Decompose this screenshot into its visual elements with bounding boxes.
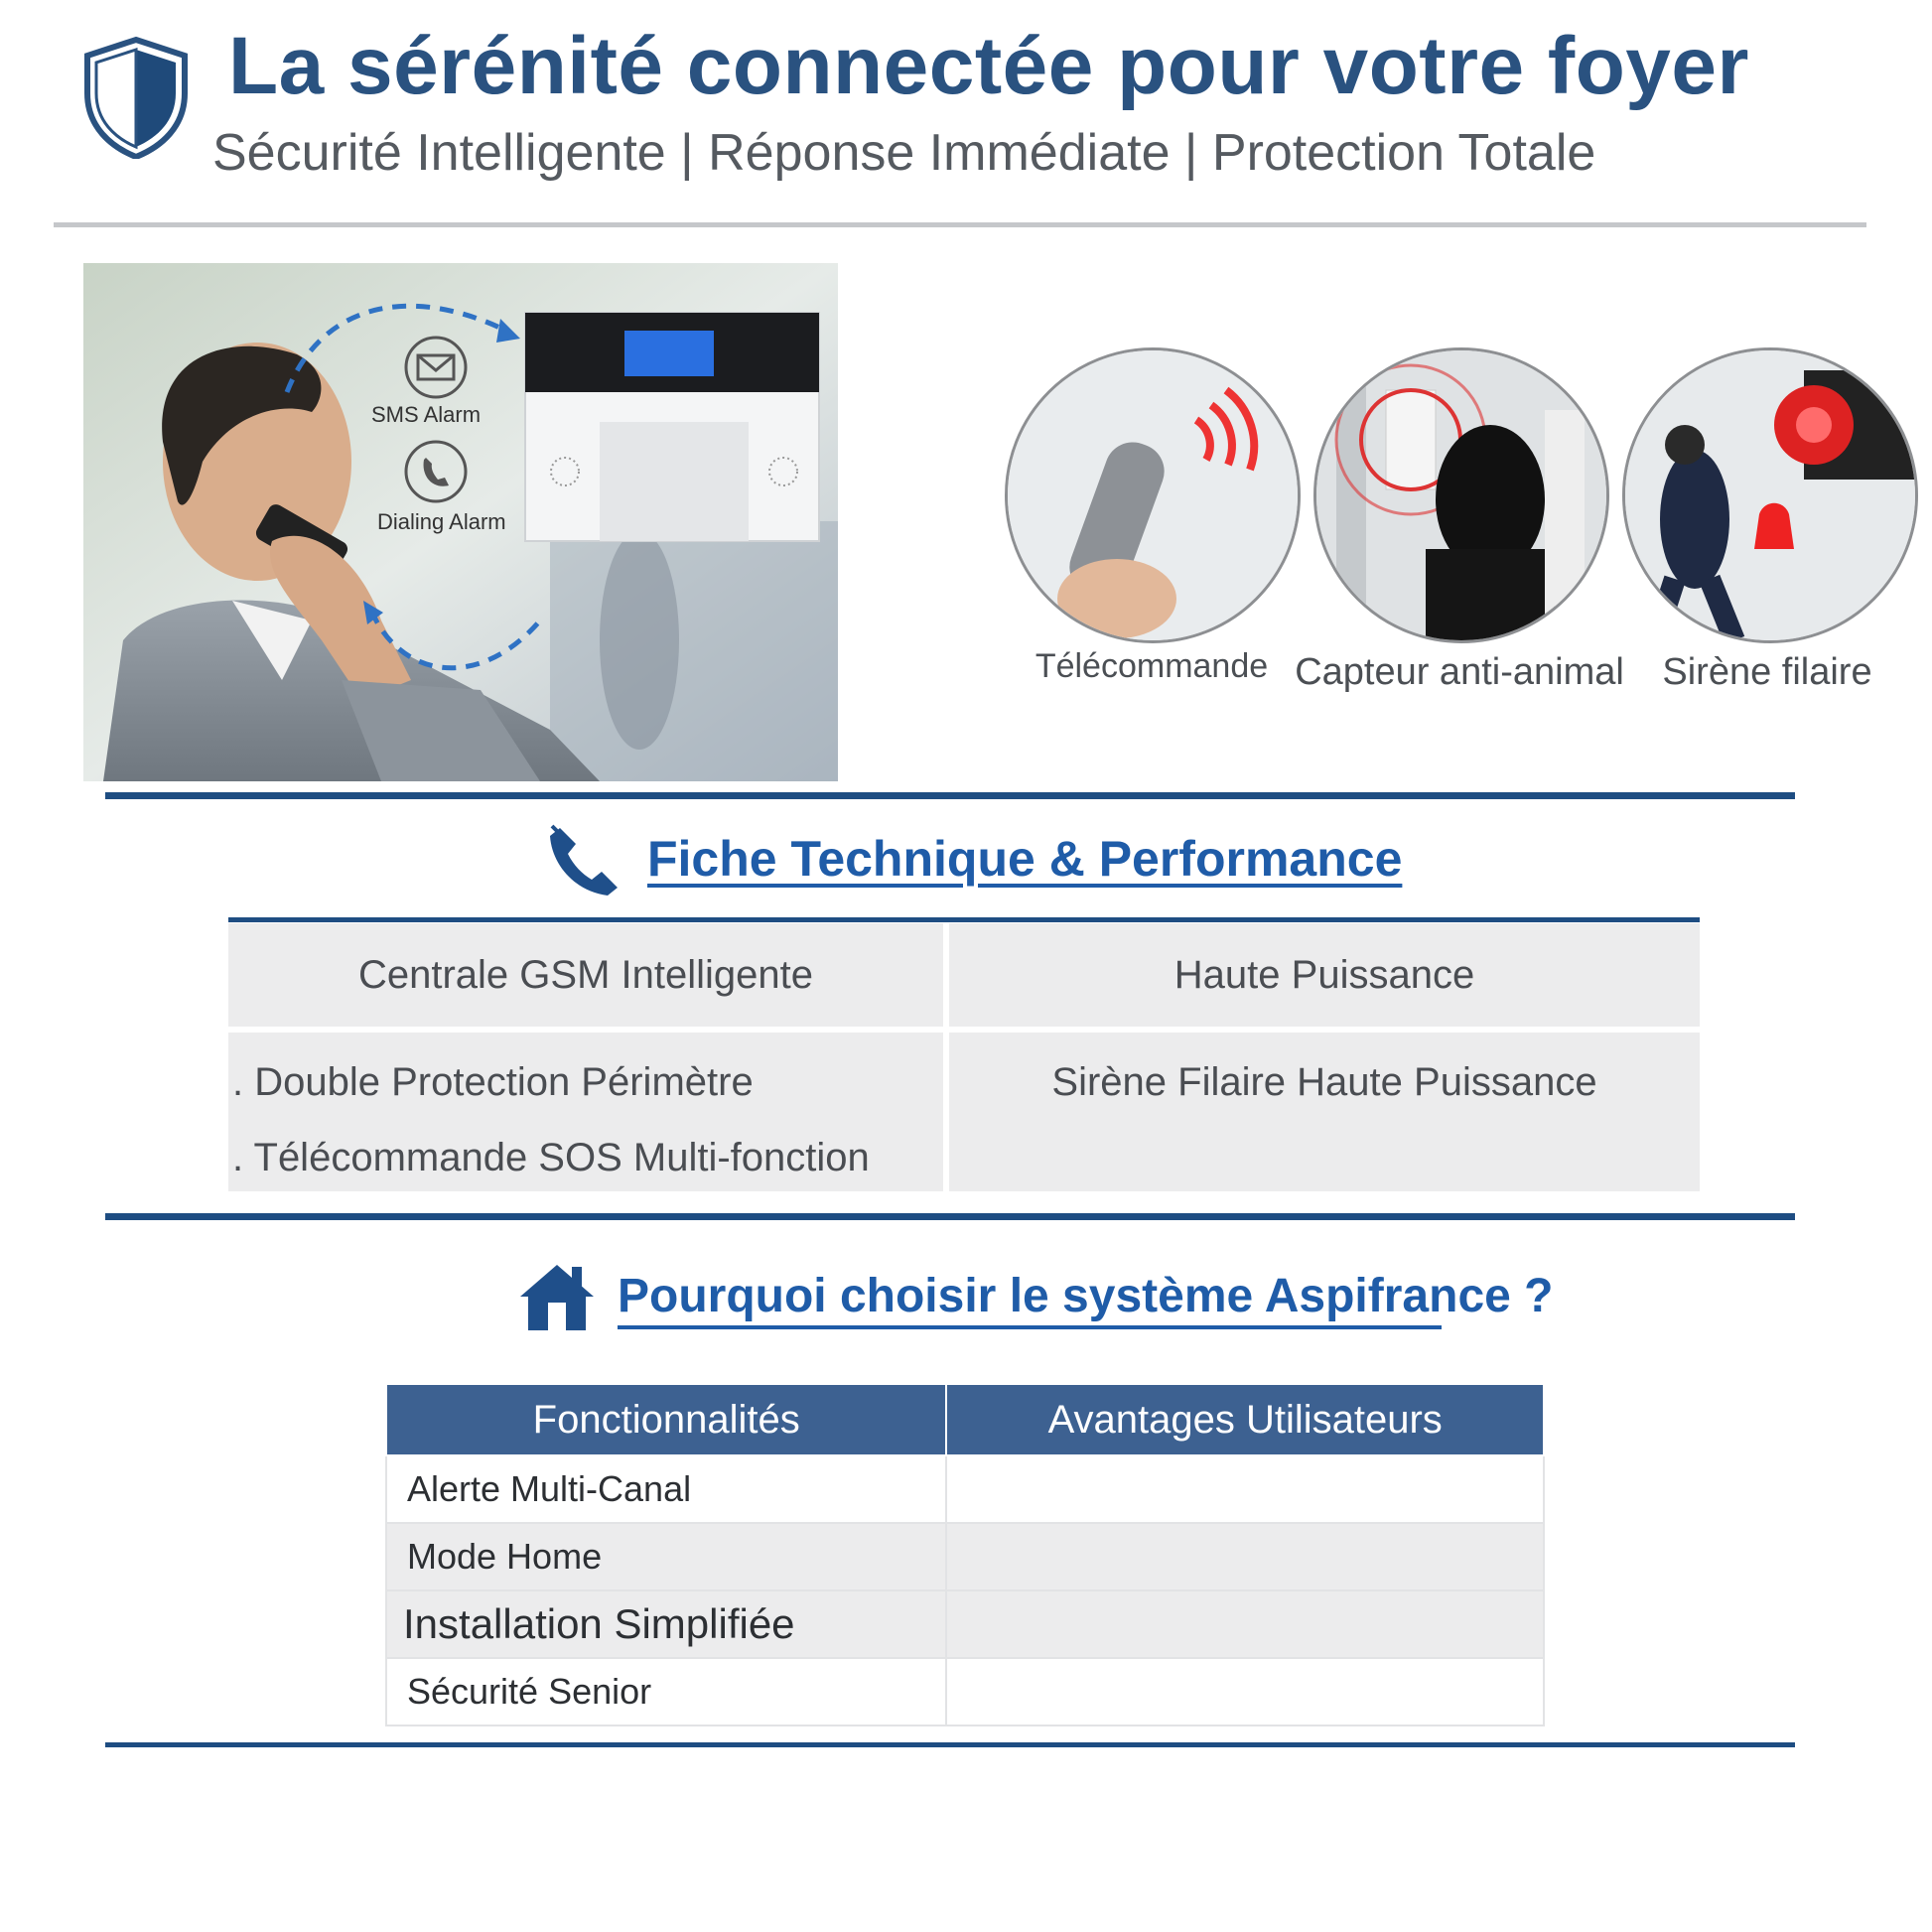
- tech-spec-table: [228, 923, 1700, 1191]
- pet-immune-sensor-image: [1313, 347, 1609, 643]
- benefit-cell: [946, 1658, 1544, 1725]
- tech-table-rule: [228, 917, 1700, 922]
- page-subtitle: Sécurité Intelligente | Réponse Immédiate | Protection Totale: [212, 124, 1596, 182]
- benefit-cell: [946, 1523, 1544, 1590]
- tech-feature-line: . Télécommande SOS Multi-fonction: [232, 1136, 870, 1179]
- tech-feature-line: . Double Protection Périmètre: [232, 1060, 754, 1104]
- caption-siren: Sirène filaire: [1662, 651, 1872, 693]
- tech-feature-line: Sirène Filaire Haute Puissance: [1051, 1060, 1597, 1104]
- feature-cell: Installation Simplifiée: [386, 1590, 946, 1658]
- phone-icon: [546, 822, 621, 897]
- heading-underline: [618, 1325, 1442, 1329]
- header-divider: [54, 222, 1866, 227]
- section-divider: [105, 1742, 1795, 1747]
- page-title: La sérénité connectée pour votre foyer: [228, 21, 1749, 111]
- tech-cell-right: [949, 1033, 1700, 1191]
- feature-cell: Mode Home: [386, 1523, 946, 1590]
- features-table: [385, 1383, 1545, 1726]
- tech-section-heading: Fiche Technique & Performance: [647, 831, 1403, 887]
- feature-cell: Sécurité Senior: [386, 1658, 946, 1725]
- caption-remote: Télécommande: [1035, 647, 1269, 685]
- table-row: [386, 1658, 1544, 1725]
- table-row: [386, 1455, 1544, 1523]
- benefit-cell: [946, 1590, 1544, 1658]
- table-row: [386, 1523, 1544, 1590]
- shield-icon: [81, 36, 191, 159]
- feature-cell: Alerte Multi-Canal: [386, 1455, 946, 1523]
- benefit-cell: [946, 1455, 1544, 1523]
- tech-cell-header-left: Centrale GSM Intelligente: [228, 923, 943, 1027]
- wired-siren-image: [1622, 347, 1918, 643]
- section-divider: [105, 1213, 1795, 1220]
- section-divider: [105, 792, 1795, 799]
- tech-cell-header-right: Haute Puissance: [949, 923, 1700, 1027]
- sms-alarm-label: SMS Alarm: [371, 402, 482, 427]
- caption-sensor: Capteur anti-animal: [1295, 651, 1624, 693]
- table-row: [386, 1590, 1544, 1658]
- hero-illustration: [83, 263, 838, 781]
- column-header-features: Fonctionnalités: [386, 1384, 946, 1455]
- why-section-heading: Pourquoi choisir le système Aspifrance ?: [618, 1270, 1554, 1322]
- remote-control-image: [1005, 347, 1301, 643]
- house-icon: [516, 1259, 598, 1332]
- dialing-alarm-label: Dialing Alarm: [377, 509, 506, 534]
- tech-cell-left: [228, 1033, 943, 1191]
- column-header-benefits: Avantages Utilisateurs: [946, 1384, 1544, 1455]
